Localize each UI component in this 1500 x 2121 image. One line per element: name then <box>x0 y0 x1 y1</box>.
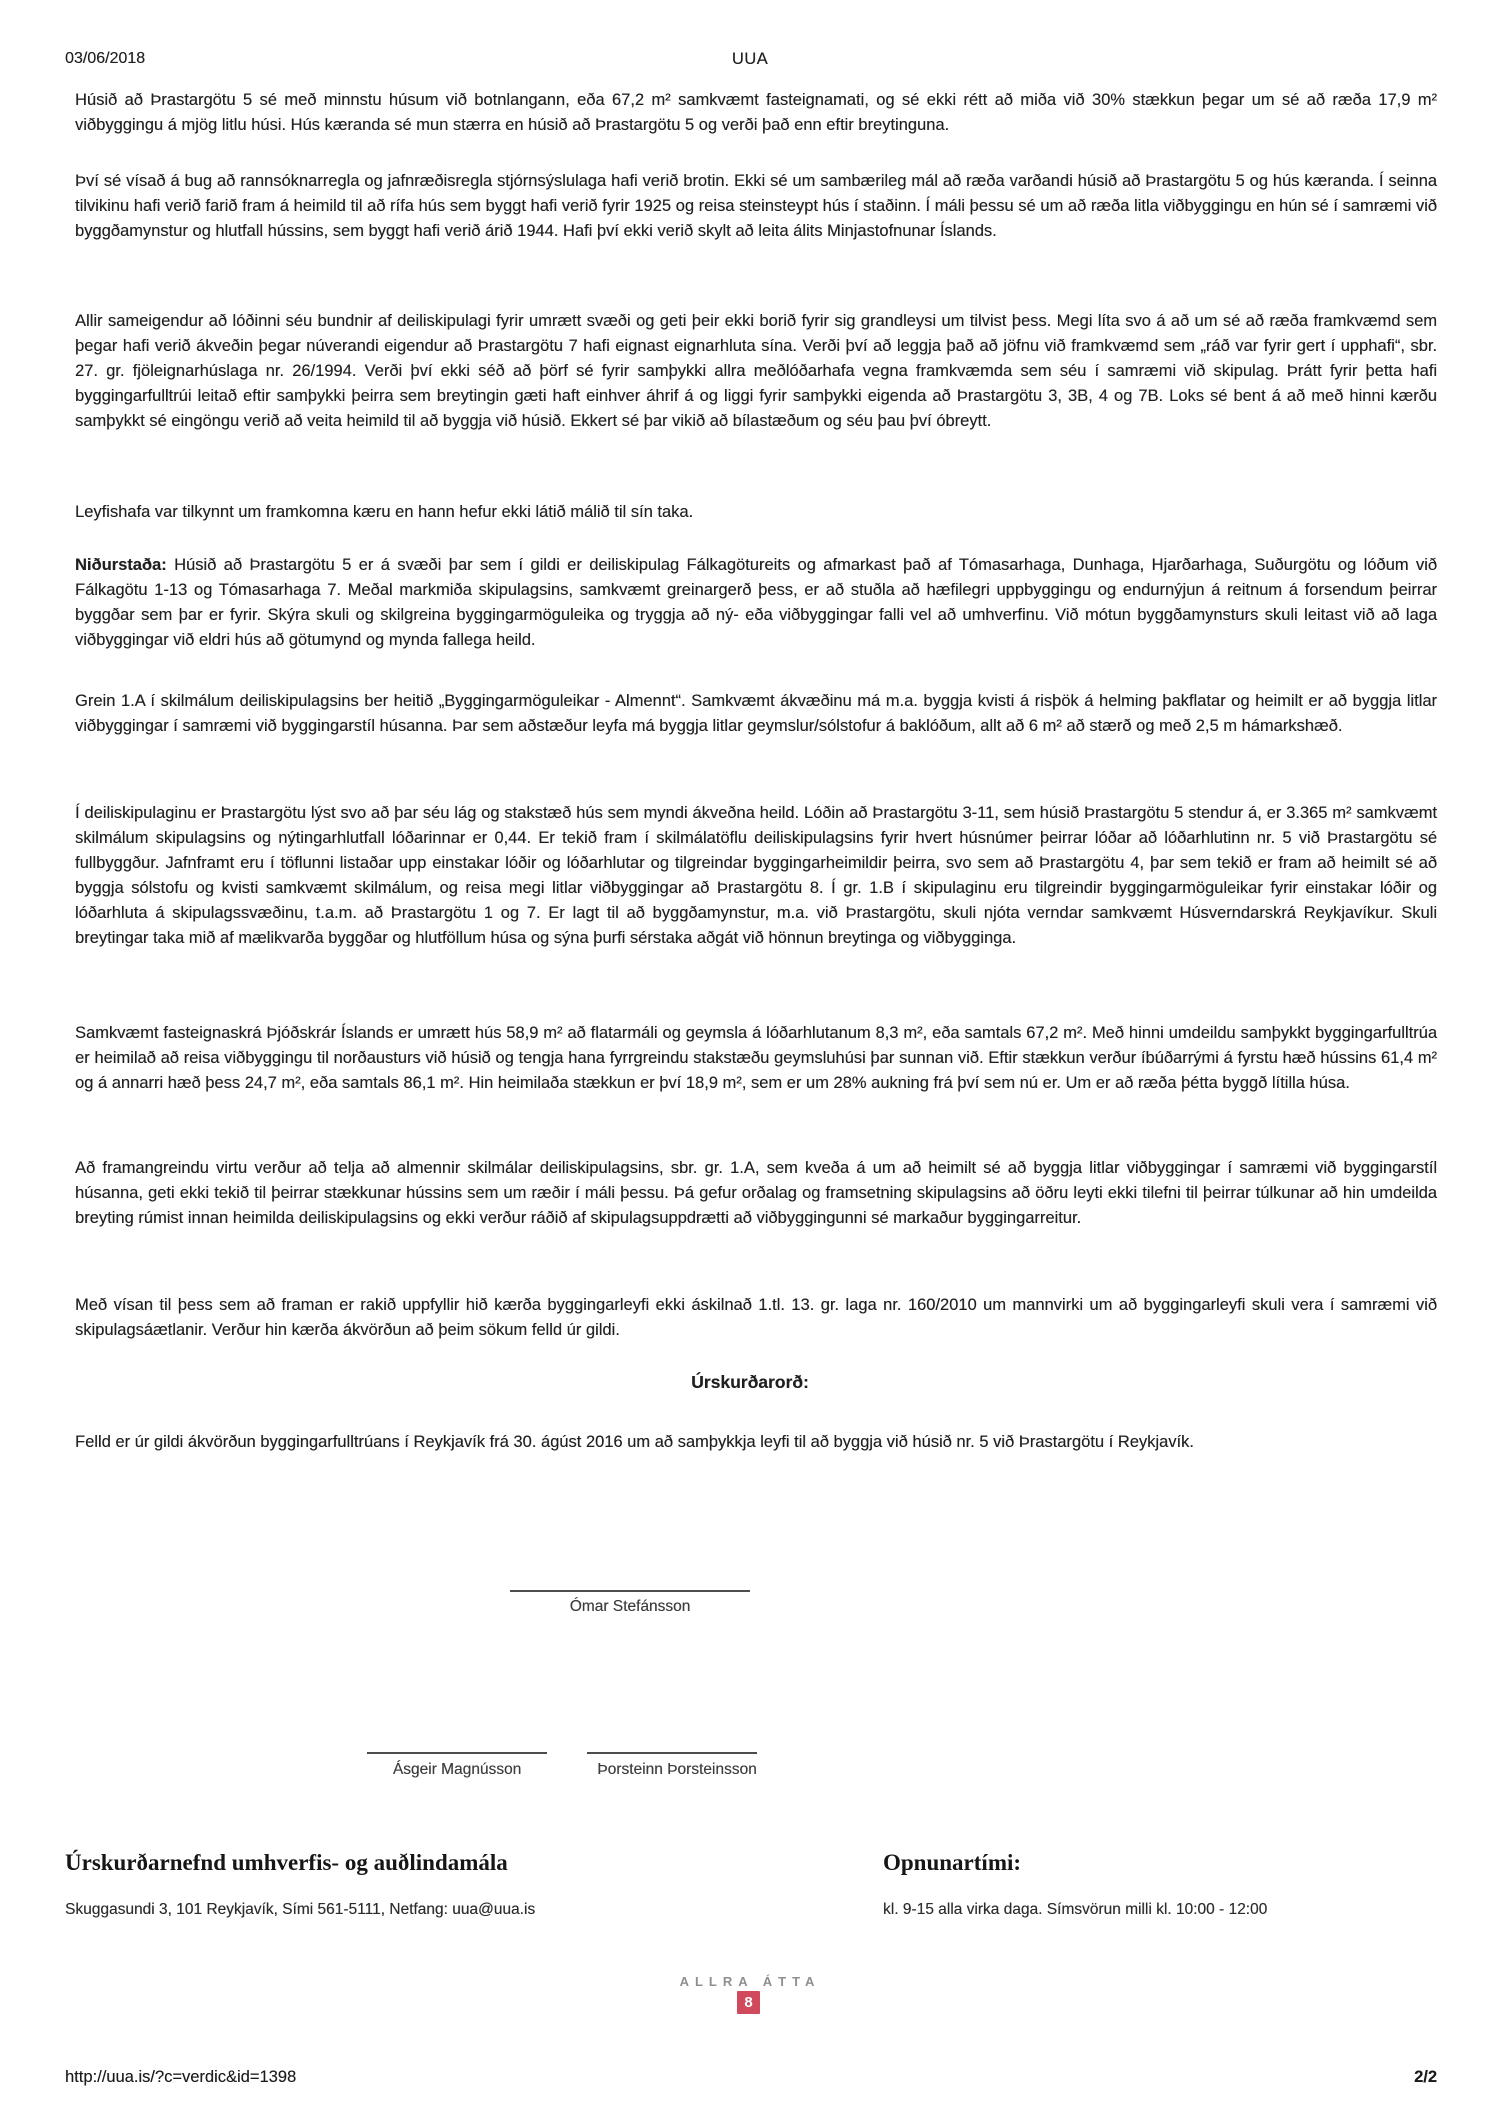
allra-atta-eight-icon: 8 <box>737 1991 760 2014</box>
body-paragraph: Húsið að Þrastargötu 5 sé með minnstu húsum við botnlangann, eða 67,2 m² samkvæmt fasteignamati, og sé ekki rétt að miða við 30% stækkun þegar um sé að ræða 17,9 m² viðbyggingu á mjög litlu húsi. Hús kæranda sé mun stærra en húsið að Þrastargötu 5 og verði það enn eftir breytinguna. <box>75 91 1437 134</box>
body-paragraph: Í deiliskipulaginu er Þrastargötu lýst svo að þar séu lág og stakstæð hús sem myndi ákveðna heild. Lóðin að Þrastargötu 3-11, sem húsið Þrastargötu 5 stendur á, er 3.365 m² samkvæmt skilmálum skipulagsins og nýtingarhlutfall lóðarinnar er 0,44. Er tekið fram í skilmálatöflu deiliskipulagsins fyrir hvert húsnúmer þeirrar lóðar að lóðarhlutinn nr. 5 við Þrastargötu sé fullbyggður. Jafnframt eru í töflunni listaðar upp einstakar lóðir og lóðarhlutar og tilgreindar byggingarheimildir þeirra, svo sem að Þrastargötu 4, þar sem tekið er fram að heimilt sé að byggja sólstofu og kvisti samkvæmt skilmálum, og reisa megi litlar viðbyggingar að Þrastargötu 8. Í gr. 1.B í skipulaginu eru tilgreindir byggingarmöguleikar fyrir einstakar lóðir og lóðarhluta á skipulagssvæðinu, t.a.m. að Þrastargötu 1 og 7. Er lagt til að byggðamynstur, m.a. við Þrastargötu, skuli njóta verndar samkvæmt Húsverndarskrá Reykjavíkur. Skuli breytingar taka mið af mælikvarða byggðar og hlutföllum húsa og sýna þurfi sérstaka aðgát við hönnun breytinga og viðbygginga. <box>75 804 1437 947</box>
source-url: http://uua.is/?c=verdic&id=1398 <box>65 2068 297 2086</box>
body-paragraph: Að framangreindu virtu verður að telja að almennir skilmálar deiliskipulagsins, sbr. gr. 1.A, sem kveða á um að heimilt sé að byggja litlar viðbyggingar í samræmi við byggingarstíl húsanna, geti ekki tekið til þeirrar stækkunar hússins sem um ræðir í máli þessu. Þá gefur orðalag og framsetning skipulagsins að öðru leyti ekki tilefni til þeirrar túlkunar að hin umdeilda breyting rúmist innan heimilda deiliskipulagsins og ekki verður ráðið af skipulagsuppdrætti að viðbyggingunni sé markaður byggingarreitur. <box>75 1159 1437 1227</box>
conclusion-label: Niðurstaða: <box>75 556 167 574</box>
conclusion-text: Húsið að Þrastargötu 5 er á svæði þar sem í gildi er deiliskipulag Fálkagötureits og afmarkast það af Tómasarhaga, Dunhaga, Hjarðarhaga, Suðurgötu og lóðum við Fálkagötu 1-13 og Tómasarhaga 7. Meðal markmiða skipulagsins, samkvæmt greinargerð þess, er að stuðla að hæfilegri uppbyggingu og endurnýjun á reitnum á forsendum þeirrar byggðar sem þar er fyrir. Skýra skuli og skilgreina byggingarmöguleika og tryggja að ný- eða viðbyggingar falli vel að umhverfinu. Við mótun byggðamynsturs skuli leitast við að laga viðbyggingar við eldri hús að götumynd og mynda fallega heild. <box>75 556 1437 649</box>
body-paragraph: Samkvæmt fasteignaskrá Þjóðskrár Íslands er umrætt hús 58,9 m² að flatarmáli og geymsla á lóðarhlutanum 8,3 m², eða samtals 67,2 m². Með hinni umdeildu samþykkt byggingarfulltrúa er heimilað að reisa viðbyggingu til norðausturs við húsið og tengja hana fyrrgreindu stakstæðu geymsluhúsi þar sunnan við. Eftir stækkun verður íbúðarrými á fyrstu hæð hússins 61,4 m² og á annarri hæð þess 24,7 m², eða samtals 86,1 m². Hin heimilaða stækkun er því 18,9 m², sem er um 28% aukning frá því sem nú er. Um er að ræða þétta byggð lítilla húsa. <box>75 1024 1437 1092</box>
allra-atta-logo-text: ALLRA ÁTTA <box>679 1974 821 1989</box>
body-paragraph: Grein 1.A í skilmálum deiliskipulagsins ber heitið „Byggingarmöguleikar - Almennt“. Samkvæmt ákvæðinu má m.a. byggja kvisti á risþök á helming þakflatar og heimilt er að byggja litlar viðbyggingar í samræmi við byggingarstíl húsanna. Þar sem aðstæður leyfa má byggja litlar geymslur/sólstofur á baklóðum, allt að 6 m² að stærð og með 2,5 m hámarkshæð. <box>75 692 1437 735</box>
body-paragraph: Með vísan til þess sem að framan er rakið uppfyllir hið kærða byggingarleyfi ekki áskilnað 1.tl. 13. gr. laga nr. 160/2010 um mannvirki um að byggingarleyfi skuli vera í samræmi við skipulagsáætlanir. Verður hin kærða ákvörðun að þeim sökum felld úr gildi. <box>75 1296 1437 1339</box>
body-paragraph: Leyfishafa var tilkynnt um framkomna kæru en hann hefur ekki látið málið til sín taka. <box>75 503 694 521</box>
signature-line <box>510 1590 750 1592</box>
organization-address: Skuggasundi 3, 101 Reykjavík, Sími 561-5111, Netfang: uua@uua.is <box>65 1901 536 1918</box>
conclusion-paragraph <box>75 553 1437 653</box>
ruling-paragraph: Felld er úr gildi ákvörðun byggingarfulltrúans í Reykjavík frá 30. ágúst 2016 um að samþykkja leyfi til að byggja við húsið nr. 5 við Þrastargötu í Reykjavík. <box>75 1433 1194 1451</box>
body-paragraph: Allir sameigendur að lóðinni séu bundnir af deiliskipulagi fyrir umrætt svæði og geti þeir ekki borið fyrir sig grandleysi um tilvist þess. Megi líta svo á að um sé að ræða framkvæmd sem þegar hafi verið ákveðin þegar núverandi eigendur að Þrastargötu 7 hafi eignast eignarhluta sína. Verði því að leggja það að jöfnu við framkvæmd sem „ráð var fyrir gert í upphafi“, sbr. 27. gr. fjöleignarhúslaga nr. 26/1994. Verði því ekki séð að þörf sé fyrir samþykki allra meðlóðarhafa vegna framkvæmda sem séu í samræmi við skipulag. Þrátt fyrir þetta hafi byggingarfulltrúi leitað eftir samþykki þeirra sem breytingin gæti haft einhver áhrif á og liggi fyrir samþykki eigenda að Þrastargötu 3, 3B, 4 og 7B. Loks sé bent á að með hinni kærðu samþykkt sé eingöngu verið að veita heimild til að byggja við húsið. Ekkert sé þar vikið að bílastæðum og séu þau því óbreytt. <box>75 312 1437 430</box>
body-paragraph: Því sé vísað á bug að rannsóknarregla og jafnræðisregla stjórnsýslulaga hafi verið brotin. Ekki sé um sambærileg mál að ræða varðandi húsið að Þrastargötu 5 og hús kæranda. Í seinna tilvikinu hafi verið farið fram á heimild til að rífa hús sem byggt hafi verið fyrir 1925 og reisa steinsteypt hús í staðinn. Í máli þessu sé um að ræða litla viðbyggingu en hún sé í samræmi við byggðamynstur og hlutfall hússins, sem byggt hafi verið árið 1944. Hafi því ekki verið skylt að leita álits Minjastofnunar Íslands. <box>75 172 1437 240</box>
signature-name-primary: Ómar Stefánsson <box>569 1598 691 1615</box>
signature-name-right: Þorsteinn Þorsteinsson <box>597 1761 757 1778</box>
organization-name: Úrskurðarnefnd umhverfis- og auðlindamála <box>65 1850 508 1875</box>
document-header-title: UUA <box>731 50 769 68</box>
signature-name-left: Ásgeir Magnússon <box>392 1761 522 1778</box>
opening-hours-heading: Opnunartími: <box>883 1850 1022 1875</box>
signature-line <box>367 1752 547 1754</box>
signature-line <box>587 1752 757 1754</box>
document-date: 03/06/2018 <box>65 50 146 67</box>
opening-hours-text: kl. 9-15 alla virka daga. Símsvörun milli kl. 10:00 - 12:00 <box>883 1901 1268 1918</box>
page-number: 2/2 <box>1414 2068 1437 2086</box>
ruling-heading: Úrskurðarorð: <box>691 1372 809 1392</box>
